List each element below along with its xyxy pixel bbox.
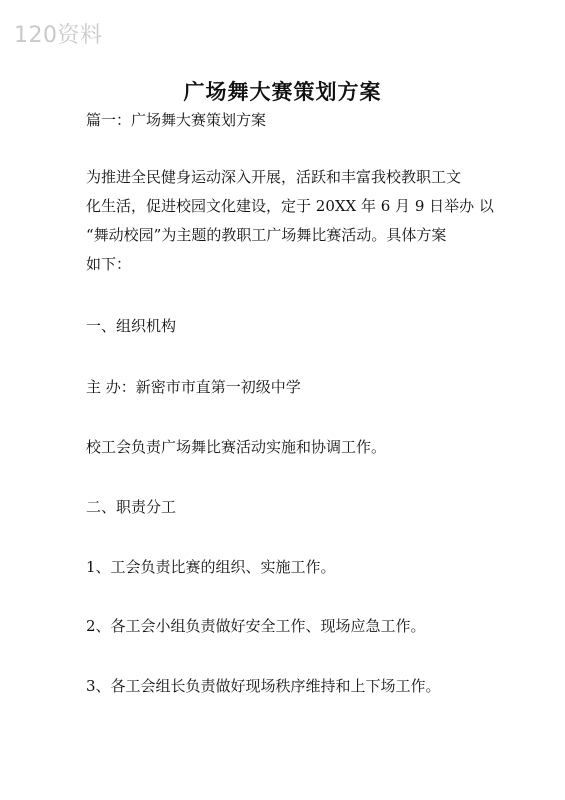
duty-item: 2、各工会小组负责做好安全工作、现场应急工作。	[86, 617, 426, 635]
intro-line: 为推进全民健身运动深入开展，活跃和丰富我校教职工文	[86, 168, 462, 186]
intro-line: 化生活，促进校园文化建设，定于 20XX 年 6 月 9 日举办 以	[86, 197, 494, 215]
section-heading-duties: 二、职责分工	[86, 498, 177, 516]
watermark: 120资料	[14, 23, 103, 48]
organizer-note: 校工会负责广场舞比赛活动实施和协调工作。	[86, 438, 387, 456]
organizer-line: 主 办：新密市市直第一初级中学	[86, 378, 301, 396]
intro-line: 如下：	[86, 255, 132, 273]
section-heading-organization: 一、组织机构	[86, 317, 177, 335]
document-title: 广场舞大赛策划方案	[183, 79, 382, 104]
document-subtitle: 篇一：广场舞大赛策划方案	[86, 111, 267, 129]
intro-paragraph	[86, 163, 494, 279]
duty-item: 1、工会负责比赛的组织、实施工作。	[86, 558, 336, 576]
duty-item: 3、各工会组长负责做好现场秩序维持和上下场工作。	[86, 677, 441, 695]
intro-line: “舞动校园”为主题的教职工广场舞比赛活动。具体方案	[86, 226, 447, 244]
